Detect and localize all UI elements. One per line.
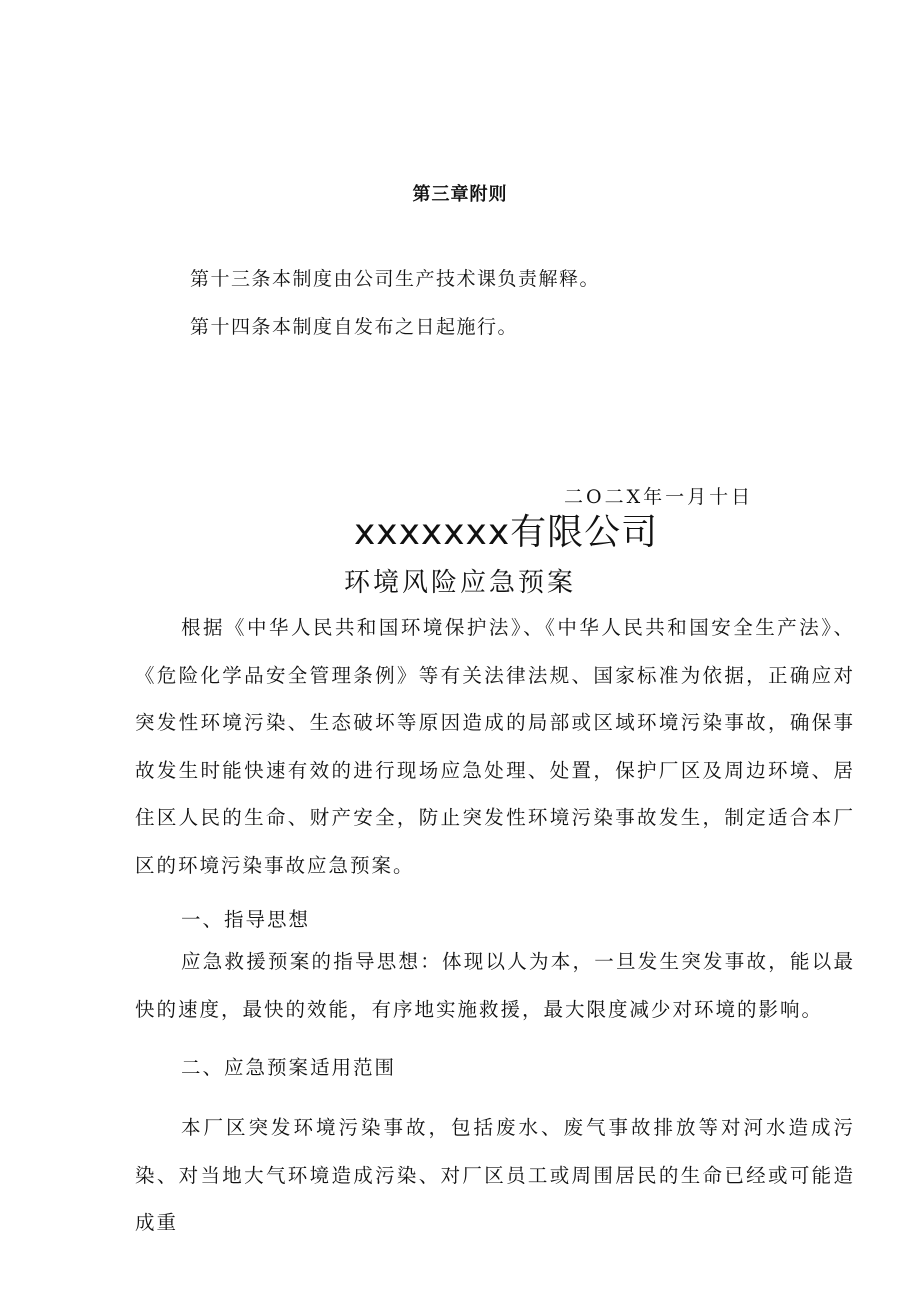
article-14: 第十四条本制度自发布之日起施行。 [190, 316, 519, 338]
chapter-title: 第三章附则 [412, 184, 508, 205]
plan-title: 环境风险应急预案 [343, 568, 576, 598]
section-scope [135, 1104, 855, 1247]
section-text: 应急救援预案的指导思想：体现以人为本，一旦发生突发事故，能以最快的速度，最快的效能，有序地实施救援，最大限度减少对环境的影响。 [135, 950, 855, 1021]
intro-paragraph [135, 604, 855, 889]
document-date: 二O二X年一月十日 [564, 486, 754, 508]
section-text: 本厂区突发环境污染事故，包括废水、废气事故排放等对河水造成污染、对当地大气环境造成污染、对厂区员工或周围居民的生命已经或可能造成重 [135, 1116, 855, 1234]
section-guiding-thought [135, 938, 855, 1033]
article-13: 第十三条本制度由公司生产技术课负责解释。 [190, 268, 601, 290]
company-name: xxxxxxx有限公司 [354, 512, 659, 553]
section-heading-guiding-thought: 一、指导思想 [181, 908, 311, 931]
intro-text: 根据《中华人民共和国环境保护法》、《中华人民共和国安全生产法》、《危险化学品安全管理条例》等有关法律法规、国家标准为依据，正确应对突发性环境污染、生态破坏等原因造成的局部或区域环境污染事故，确保事故发生时能快速有效的进行现场应急处理、处置，保护厂区及周边环境、居住区人民的生命、财产安全，防止突发性环境污染事故发生，制定适合本厂区的环境污染事故应急预案。 [135, 616, 855, 877]
section-heading-scope: 二、应急预案适用范围 [181, 1056, 397, 1079]
